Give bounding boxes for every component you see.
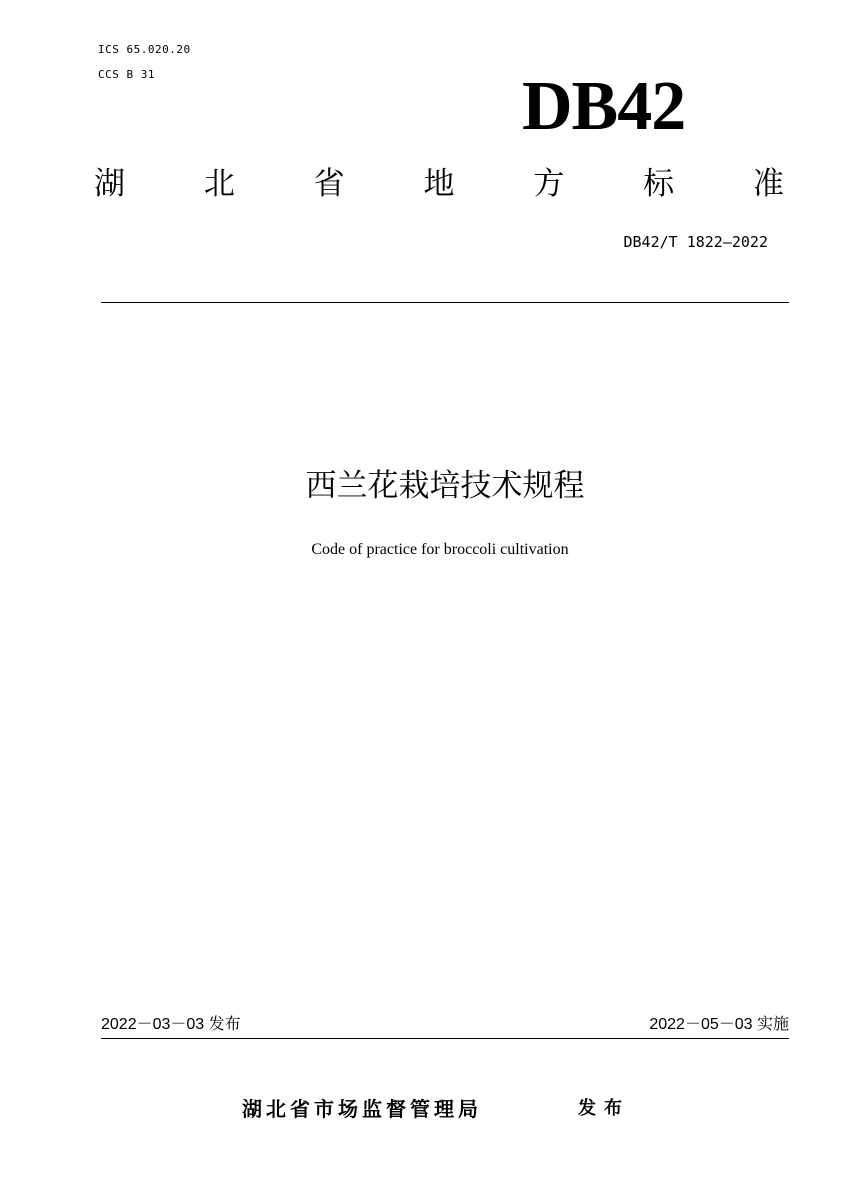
standard-type-title: [94, 164, 784, 204]
standard-type-char: 标: [643, 166, 675, 202]
implementation-date: 2022－05－03 实施: [649, 1016, 789, 1033]
publish-label: 发布: [578, 1098, 630, 1119]
top-divider: [101, 302, 789, 303]
bottom-divider: [101, 1038, 789, 1039]
standard-type-char: 地: [423, 166, 455, 202]
ccs-code: CCS B 31: [98, 68, 155, 81]
standard-type-char: 方: [533, 166, 565, 202]
standard-type-char: 湖: [94, 166, 125, 202]
standard-logo: DB42: [522, 68, 686, 145]
standard-number: DB42/T 1822—2022: [623, 233, 768, 251]
document-title-chinese: 西兰花栽培技术规程: [305, 468, 585, 504]
publisher-name: 湖北省市场监督管理局: [242, 1097, 482, 1121]
standard-type-char: 北: [203, 166, 235, 202]
document-title-english: Code of practice for broccoli cultivation: [311, 541, 569, 558]
ics-code: ICS 65.020.20: [98, 43, 191, 56]
issue-date: 2022－03－03 发布: [101, 1016, 241, 1033]
standard-type-char: 省: [313, 166, 345, 202]
standard-type-char: 准: [752, 166, 784, 202]
